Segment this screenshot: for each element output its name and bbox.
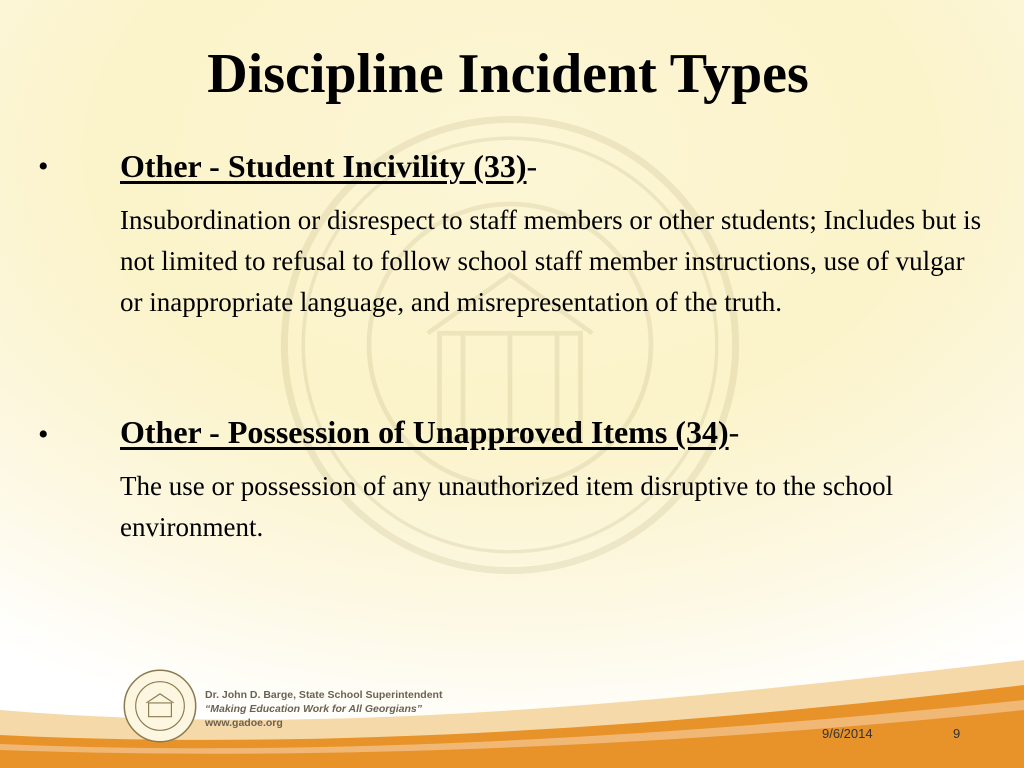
incident-heading-incivility: [120, 148, 537, 185]
incident-description-unapproved-items: The use or possession of any unauthorized item disruptive to the school environment.: [120, 471, 894, 542]
slide-date: 9/6/2014: [822, 726, 873, 741]
incident-heading-text: Other - Student Incivility (33): [120, 148, 527, 184]
bullet-marker: •: [38, 418, 49, 451]
incident-heading-unapproved-items: [120, 414, 739, 451]
slogan-line: “Making Education Work for All Georgians”: [205, 703, 423, 715]
department-of-education-logo: [122, 668, 198, 744]
bullet-marker: •: [38, 150, 49, 183]
website-line: www.gadoe.org: [205, 717, 283, 729]
incident-description-incivility: Insubordination or disrespect to staff members or other students; Includes but is not limited to refusal to follow school staff member instructions, use of vulgar or inappropriate language, and misrepresentation of the truth.: [120, 205, 982, 317]
page-number: 9: [953, 726, 961, 741]
footer-credits: [205, 688, 442, 730]
superintendent-line: Dr. John D. Barge, State School Superintendent: [205, 689, 443, 701]
incident-heading-text: Other - Possession of Unapproved Items (34): [120, 414, 729, 450]
heading-dash: -: [728, 414, 740, 450]
slide-title: Discipline Incident Types: [207, 43, 809, 105]
heading-dash: -: [526, 148, 538, 184]
